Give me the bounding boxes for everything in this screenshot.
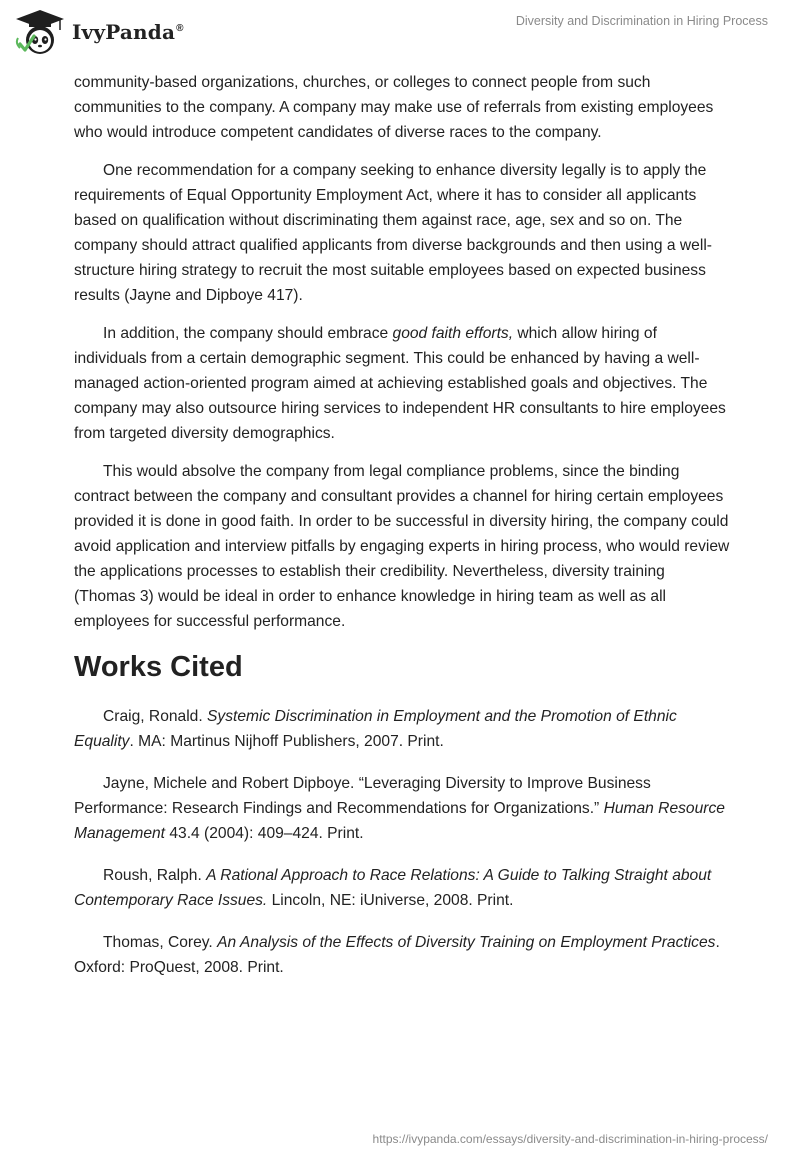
- panda-graduation-icon: [14, 8, 66, 56]
- page-header: [0, 0, 800, 66]
- registered-mark: ®: [176, 23, 184, 35]
- citation-entry: [74, 704, 730, 754]
- citation-title: A Rational Approach to Race Relations: A Guide to Talking Straight about Contemporary Race Issues.: [74, 867, 712, 909]
- emphasis-text: good faith efforts,: [392, 325, 514, 342]
- citation-author: Jayne, Michele and Robert Dipboye. “Leveraging Diversity to Improve Business Performance: Research Findings and Recommendations for Organizations.”: [74, 775, 651, 817]
- citation-author: Craig, Ronald.: [103, 708, 208, 725]
- citation-title: An Analysis of the Effects of Diversity Training on Employment Practices: [217, 934, 716, 951]
- paragraph-text: which allow hiring of individuals from a certain demographic segment. This could be enhanced by having a well-managed action-oriented program aimed at achieving established goals and objectives. The company may also outsource hiring services to independent HR consultants to hire employees from targeted diversity demographics.: [74, 325, 726, 442]
- works-cited-heading: Works Cited: [74, 651, 243, 683]
- citation-publication: . MA: Martinus Nijhoff Publishers, 2007. Print.: [129, 733, 444, 750]
- paragraph-compliance: This would absolve the company from legal compliance problems, since the binding contract between the company and consultant provides a channel for hiring certain employees provided it is done in good faith. In order to be successful in diversity hiring, the company could avoid application and interview pitfalls by engaging experts in hiring process, who would review the applications processes to establish their credibility. Nevertheless, diversity training (Thomas 3) would be ideal in order to enhance knowledge in hiring team as well as all employees for successful performance.: [74, 463, 730, 630]
- paragraph-text: In addition, the company should embrace: [103, 325, 393, 342]
- citation-author: Thomas, Corey.: [103, 934, 218, 951]
- paragraph-good-faith: [74, 321, 730, 446]
- logo-text: IvyPanda®: [72, 20, 184, 44]
- citation-entry: [74, 771, 730, 846]
- paragraph-recommendation: One recommendation for a company seeking to enhance diversity legally is to apply the requirements of Equal Opportunity Employment Act, where it has to consider all applicants based on qualification without discriminating them against race, age, sex and so on. The company should attract qualified applicants from diverse backgrounds and then using a well-structure hiring strategy to recruit the most suitable employees based on expected business results (Jayne and Dipboye 417).: [74, 162, 712, 304]
- document-title: Diversity and Discrimination in Hiring Process: [515, 14, 768, 28]
- citation-publication: 43.4 (2004): 409–424. Print.: [165, 825, 364, 842]
- citation-publication: . Oxford: ProQuest, 2008. Print.: [74, 934, 720, 976]
- citation-publication: Lincoln, NE: iUniverse, 2008. Print.: [267, 892, 514, 909]
- citation-title: Systemic Discrimination in Employment and the Promotion of Ethnic Equality: [74, 708, 677, 750]
- paragraph-continued: community-based organizations, churches, or colleges to connect people from such communities to the company. A company may make use of referrals from existing employees who would introduce competent candidates of diverse races to the company.: [74, 74, 714, 141]
- citation-title: Human Resource Management: [74, 800, 725, 842]
- essay-content: [74, 70, 730, 997]
- citation-entry: [74, 863, 730, 913]
- citation-entry: [74, 930, 730, 980]
- source-url-link[interactable]: https://ivypanda.com/essays/diversity-and-discrimination-in-hiring-process/: [372, 1132, 768, 1146]
- citation-author: Roush, Ralph.: [103, 867, 207, 884]
- ivypanda-logo[interactable]: [14, 8, 184, 56]
